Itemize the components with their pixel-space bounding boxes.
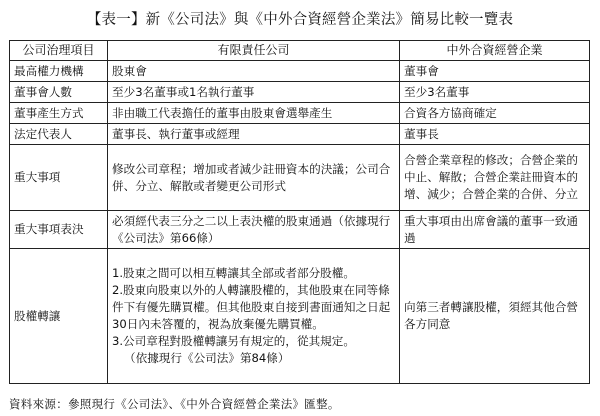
row-item: 董事產生方式 bbox=[10, 103, 108, 124]
jv-cell: 合營企業章程的修改；合營企業的中止、解散；合營企業註冊資本的增、減少；合營企業的合併、分立 bbox=[400, 145, 590, 211]
jv-cell: 董事長 bbox=[400, 124, 590, 145]
table-row bbox=[10, 124, 590, 145]
jv-cell: 重大事項由出席會議的董事一致通過 bbox=[400, 211, 590, 249]
llc-cell: 股東會 bbox=[108, 61, 400, 82]
table-row bbox=[10, 103, 590, 124]
table-row bbox=[10, 61, 590, 82]
jv-cell: 合資各方協商確定 bbox=[400, 103, 590, 124]
jv-cell: 向第三者轉讓股權，須經其他合營各方同意 bbox=[400, 249, 590, 384]
header-governance-item: 公司治理項目 bbox=[10, 41, 108, 61]
table-row bbox=[10, 82, 590, 103]
list-item: 3.公司章程對股權轉讓另有規定的，從其規定。 bbox=[112, 334, 355, 348]
row-item: 重大事項表決 bbox=[10, 211, 108, 249]
header-llc: 有限責任公司 bbox=[108, 41, 400, 61]
list-item: 1.股東之間可以相互轉讓其全部或者部分股權。 bbox=[112, 266, 355, 280]
table-header-row bbox=[10, 41, 590, 61]
llc-cell: 非由職工代表擔任的董事由股東會選舉產生 bbox=[108, 103, 400, 124]
share-transfer-list bbox=[112, 265, 395, 367]
llc-cell: 修改公司章程；增加或者減少註冊資本的決議；公司合併、分立、解散或者變更公司形式 bbox=[108, 145, 400, 211]
jv-cell: 至少3名董事 bbox=[400, 82, 590, 103]
row-item: 股權轉讓 bbox=[10, 249, 108, 384]
table-row bbox=[10, 145, 590, 211]
row-item: 董事會人數 bbox=[10, 82, 108, 103]
row-item: 最高權力機構 bbox=[10, 61, 108, 82]
header-joint-venture: 中外合資經營企業 bbox=[400, 41, 590, 61]
table-title: 【表一】新《公司法》與《中外合資經營企業法》簡易比較一覽表 bbox=[86, 12, 514, 28]
list-item: 2.股東向股東以外的人轉讓股權的，其他股東在同等條件下有優先購買權。但其他股東自接到書面通知之日起30日內未答覆的，視為放棄優先購買權。 bbox=[112, 283, 391, 331]
row-item: 法定代表人 bbox=[10, 124, 108, 145]
jv-cell: 董事會 bbox=[400, 61, 590, 82]
source-note: 資料來源：參照現行《公司法》、《中外合資經營企業法》匯整。 bbox=[9, 397, 340, 411]
table-row bbox=[10, 211, 590, 249]
row-item: 重大事項 bbox=[10, 145, 108, 211]
comparison-table bbox=[9, 40, 590, 384]
llc-cell bbox=[108, 249, 400, 384]
llc-cell: 至少3名董事或1名執行董事 bbox=[108, 82, 400, 103]
llc-cell: 必須經代表三分之二以上表決權的股東通過（依據現行《公司法》第66條） bbox=[108, 211, 400, 249]
list-item: （依據現行《公司法》第84條） bbox=[124, 351, 290, 365]
table-row bbox=[10, 249, 590, 384]
llc-cell: 董事長、執行董事或經理 bbox=[108, 124, 400, 145]
